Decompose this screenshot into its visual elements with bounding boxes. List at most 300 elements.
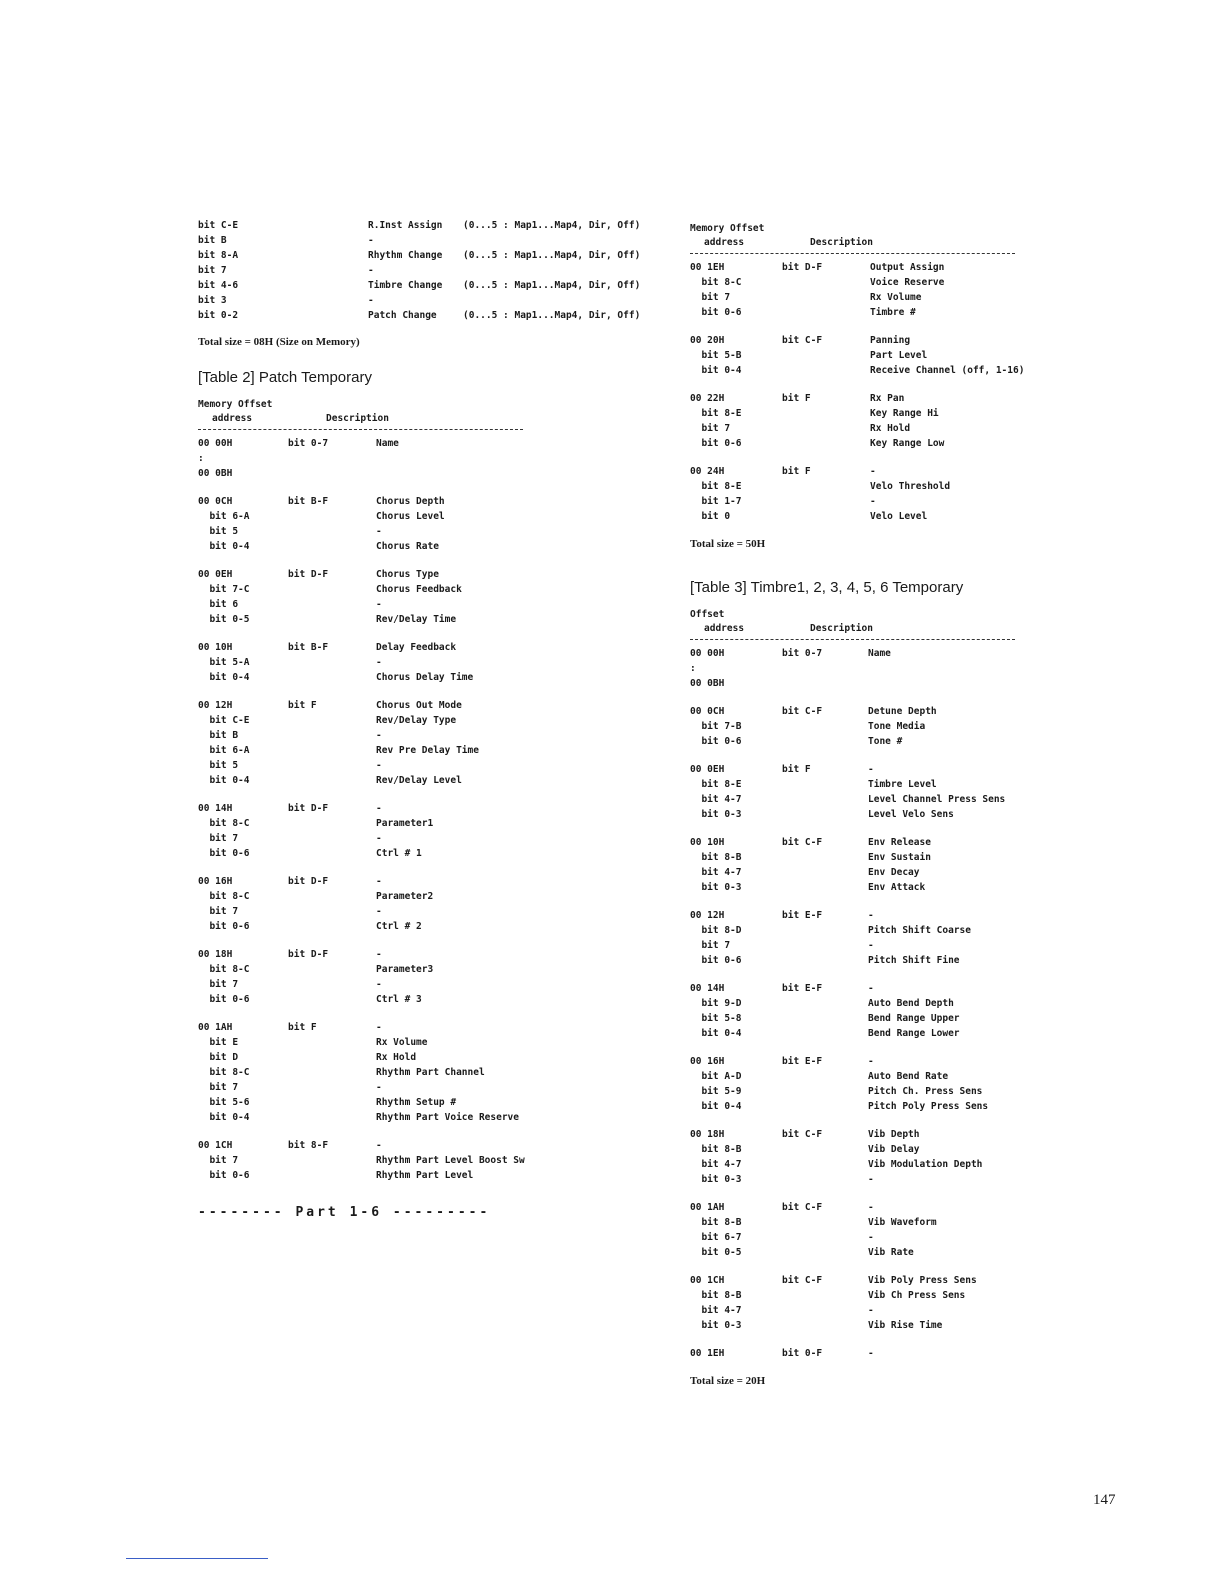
row-bits <box>288 962 376 977</box>
row-address: bit 0-2 <box>198 310 239 321</box>
row-address: 00 22H <box>690 393 725 404</box>
row-bits <box>782 734 868 749</box>
row-address: bit 0-3 <box>690 1320 742 1331</box>
row-address: bit 5-A <box>198 657 250 668</box>
row-bits <box>288 1110 376 1125</box>
row-description: (0...5 : Map1...Map4, Dir, Off) <box>463 310 641 321</box>
row-address: 00 0CH <box>690 706 725 717</box>
row-description: Part Level <box>870 350 928 361</box>
table-row <box>198 904 538 919</box>
list-item <box>198 874 538 934</box>
row-address: bit D <box>198 1052 239 1063</box>
row-bits <box>782 996 868 1011</box>
row-description: - <box>868 983 874 994</box>
row-address: 00 18H <box>690 1129 725 1140</box>
list-item <box>690 646 1030 691</box>
row-address: bit 8-B <box>690 1144 742 1155</box>
row-bits: bit E-F <box>782 1056 823 1067</box>
table-row <box>690 996 1030 1011</box>
row-bits <box>288 1095 376 1110</box>
row-address: bit 8-C <box>198 818 250 829</box>
row-bits: bit D-F <box>288 949 329 960</box>
row-bits <box>782 953 868 968</box>
row-bits <box>782 938 868 953</box>
list-item <box>690 1346 1030 1361</box>
table-row <box>690 792 1030 807</box>
list-item <box>690 704 1030 749</box>
table-row <box>198 248 641 263</box>
row-description: Rev/Delay Time <box>376 614 457 625</box>
row-description: Parameter2 <box>376 891 434 902</box>
table2-header-description: Description <box>326 413 389 424</box>
part-header-memory-offset: Memory Offset <box>690 223 765 234</box>
row-description: Bend Range Upper <box>868 1013 960 1024</box>
row-description: Rhythm Part Voice Reserve <box>376 1112 519 1123</box>
row-address: 00 0CH <box>198 496 233 507</box>
row-bits: bit F <box>288 700 317 711</box>
row-address: bit 9-D <box>690 998 742 1009</box>
row-address: bit 0-6 <box>690 438 742 449</box>
table-row <box>690 734 1030 749</box>
row-bits <box>782 406 870 421</box>
list-item <box>198 698 538 788</box>
table-row <box>690 1127 1030 1142</box>
row-description: Level Velo Sens <box>868 809 954 820</box>
table-row <box>690 762 1030 777</box>
row-description: - <box>868 764 874 775</box>
row-bits <box>288 1153 376 1168</box>
row-bits: bit C-F <box>782 1129 823 1140</box>
list-item <box>690 762 1030 822</box>
row-bits <box>782 275 870 290</box>
list-item <box>198 1138 538 1183</box>
table-row <box>690 704 1030 719</box>
row-bits: bit D-F <box>288 803 329 814</box>
row-description: (0...5 : Map1...Map4, Dir, Off) <box>463 220 641 231</box>
table-row <box>198 582 538 597</box>
row-bits <box>288 539 376 554</box>
row-description: Env Sustain <box>868 852 931 863</box>
row-bits <box>782 1318 868 1333</box>
table-row <box>690 1215 1030 1230</box>
row-bits: Patch Change <box>368 310 437 321</box>
row-address: bit 0-3 <box>690 882 742 893</box>
list-item <box>690 391 1030 451</box>
part-header-address: address <box>704 237 745 248</box>
row-address: bit 0-4 <box>198 541 250 552</box>
part-divider <box>690 253 1015 254</box>
table-row <box>198 278 641 293</box>
row-address: bit 7 <box>690 423 731 434</box>
table3-header-offset: Offset <box>690 609 725 620</box>
row-description: Ctrl # 1 <box>376 848 422 859</box>
table-row <box>198 1065 538 1080</box>
row-bits <box>782 719 868 734</box>
row-bits <box>782 1099 868 1114</box>
row-bits <box>288 1168 376 1183</box>
table-row <box>690 865 1030 880</box>
row-address: bit 0-4 <box>690 1101 742 1112</box>
table-row <box>198 1020 538 1035</box>
row-address: bit 5-6 <box>198 1097 250 1108</box>
row-address: bit 7 <box>198 265 227 276</box>
row-bits <box>782 305 870 320</box>
row-bits <box>782 494 870 509</box>
row-bits <box>782 1245 868 1260</box>
row-description: Vib Poly Press Sens <box>868 1275 977 1286</box>
row-bits <box>782 363 870 378</box>
row-description: Env Release <box>868 837 931 848</box>
row-bits <box>288 509 376 524</box>
table3-body <box>690 646 1030 1361</box>
table-row <box>198 713 538 728</box>
table3-header-address: address <box>704 623 745 634</box>
row-address: bit 4-7 <box>690 867 742 878</box>
row-description: Chorus Delay Time <box>376 672 474 683</box>
table-row <box>690 676 1030 691</box>
table-row <box>690 1303 1030 1318</box>
row-address: 00 16H <box>198 876 233 887</box>
table-row <box>690 1346 1030 1361</box>
table-row <box>690 391 1030 406</box>
row-bits <box>782 509 870 524</box>
row-bits <box>288 612 376 627</box>
row-description: Key Range Hi <box>870 408 939 419</box>
row-description: Velo Level <box>870 511 928 522</box>
row-address: bit 0-3 <box>690 1174 742 1185</box>
table-row <box>690 1142 1030 1157</box>
table1-tail <box>198 218 641 323</box>
table-row <box>690 908 1030 923</box>
table-row <box>690 719 1030 734</box>
table-row <box>198 612 538 627</box>
table-row <box>690 646 1030 661</box>
row-description: Rx Volume <box>870 292 922 303</box>
table-row <box>198 977 538 992</box>
row-description: Env Attack <box>868 882 926 893</box>
row-bits: bit F <box>782 466 811 477</box>
table3-title: [Table 3] Timbre1, 2, 3, 4, 5, 6 Temporary <box>690 579 964 596</box>
row-address: bit 4-7 <box>690 1159 742 1170</box>
row-description: Parameter3 <box>376 964 434 975</box>
list-item <box>690 1273 1030 1333</box>
row-description: Chorus Depth <box>376 496 445 507</box>
row-description: Rhythm Part Level Boost Sw <box>376 1155 525 1166</box>
row-address: : <box>198 453 204 464</box>
row-address: bit 0-6 <box>198 1170 250 1181</box>
table-row <box>198 698 538 713</box>
row-description: Vib Modulation Depth <box>868 1159 983 1170</box>
row-description: Rev/Delay Level <box>376 775 462 786</box>
row-bits <box>782 479 870 494</box>
row-description: Key Range Low <box>870 438 945 449</box>
row-description: (0...5 : Map1...Map4, Dir, Off) <box>463 280 641 291</box>
table-row <box>690 363 1030 378</box>
row-address: 00 0BH <box>690 678 725 689</box>
row-address: 00 1EH <box>690 1348 725 1359</box>
row-description: Pitch Shift Coarse <box>868 925 971 936</box>
row-bits: bit F <box>288 1022 317 1033</box>
row-description: (0...5 : Map1...Map4, Dir, Off) <box>463 250 641 261</box>
row-address: 00 1CH <box>690 1275 725 1286</box>
row-address: 00 16H <box>690 1056 725 1067</box>
left-column <box>198 218 641 1220</box>
row-bits <box>782 1172 868 1187</box>
row-description: - <box>868 1232 874 1243</box>
row-description: - <box>870 496 876 507</box>
row-description: - <box>868 1202 874 1213</box>
table-row <box>198 801 538 816</box>
row-address: bit 7-C <box>198 584 250 595</box>
row-description: - <box>868 1305 874 1316</box>
table-row <box>198 233 538 248</box>
row-description: Output Assign <box>870 262 945 273</box>
row-bits: bit C-F <box>782 335 823 346</box>
list-item <box>690 1054 1030 1114</box>
row-bits <box>782 1084 868 1099</box>
table-row <box>198 524 538 539</box>
table-row <box>690 305 1030 320</box>
table-row <box>198 773 538 788</box>
table-row <box>690 421 1030 436</box>
row-description: Rx Pan <box>870 393 905 404</box>
row-address: bit 6-A <box>198 511 250 522</box>
row-bits <box>782 1215 868 1230</box>
row-address: 00 00H <box>198 438 233 449</box>
row-address: bit 8-C <box>690 277 742 288</box>
table-row <box>198 1035 538 1050</box>
table-row <box>690 1157 1030 1172</box>
row-bits: bit D-F <box>288 569 329 580</box>
row-description: Auto Bend Depth <box>868 998 954 1009</box>
list-item <box>690 981 1030 1041</box>
table-row <box>690 464 1030 479</box>
table2-header-address: address <box>212 413 253 424</box>
row-description: - <box>376 803 382 814</box>
row-bits: bit E-F <box>782 910 823 921</box>
row-description: Pitch Poly Press Sens <box>868 1101 989 1112</box>
row-bits: bit D-F <box>782 262 823 273</box>
table-row <box>198 640 538 655</box>
row-address: bit 0-3 <box>690 809 742 820</box>
row-description: Chorus Level <box>376 511 445 522</box>
row-bits: bit 0-7 <box>782 648 823 659</box>
row-description: Vib Ch Press Sens <box>868 1290 966 1301</box>
table-row <box>198 308 641 323</box>
row-address: bit 0-4 <box>198 672 250 683</box>
row-bits <box>288 451 376 466</box>
row-bits: bit F <box>782 764 811 775</box>
row-description: Ctrl # 2 <box>376 921 422 932</box>
row-bits <box>288 758 376 773</box>
table-row <box>690 1288 1030 1303</box>
part-header-description: Description <box>810 237 873 248</box>
table-row <box>198 509 538 524</box>
table-row <box>198 597 538 612</box>
row-bits <box>782 1230 868 1245</box>
table-row <box>690 923 1030 938</box>
row-description: Chorus Type <box>376 569 439 580</box>
list-item <box>690 835 1030 895</box>
row-description: Panning <box>870 335 911 346</box>
table-row <box>690 333 1030 348</box>
row-bits: - <box>368 295 374 306</box>
row-address: 00 14H <box>198 803 233 814</box>
row-address: bit 0-4 <box>690 365 742 376</box>
row-bits <box>782 421 870 436</box>
row-address: bit 0 <box>690 511 731 522</box>
list-item <box>198 801 538 861</box>
table-row <box>198 655 538 670</box>
table3-total-size: Total size = 20H <box>690 1375 766 1387</box>
row-description: Chorus Out Mode <box>376 700 462 711</box>
row-address: bit 8-E <box>690 408 742 419</box>
row-bits <box>782 1026 868 1041</box>
row-address: bit 0-4 <box>198 775 250 786</box>
row-description: - <box>376 979 382 990</box>
footer-rule <box>126 1558 268 1559</box>
row-address: bit 1-7 <box>690 496 742 507</box>
table-row <box>198 846 538 861</box>
table-row <box>690 406 1030 421</box>
row-address: bit 4-7 <box>690 794 742 805</box>
table3-divider <box>690 639 1015 640</box>
row-bits <box>288 977 376 992</box>
table-row <box>690 436 1030 451</box>
row-address: 00 14H <box>690 983 725 994</box>
row-description: Name <box>868 648 891 659</box>
row-bits <box>288 773 376 788</box>
row-bits: bit C-F <box>782 837 823 848</box>
row-description: Delay Feedback <box>376 642 457 653</box>
list-item <box>198 640 538 685</box>
row-bits: bit B-F <box>288 642 329 653</box>
table-row <box>198 874 538 889</box>
row-address: 00 12H <box>198 700 233 711</box>
list-item <box>690 908 1030 968</box>
table-row <box>690 1273 1030 1288</box>
row-bits: bit C-F <box>782 1202 823 1213</box>
table-row <box>198 1080 538 1095</box>
table-row <box>690 348 1030 363</box>
table2-title: [Table 2] Patch Temporary <box>198 369 372 386</box>
row-address: bit 7 <box>198 833 239 844</box>
row-description: Name <box>376 438 399 449</box>
row-description: - <box>870 466 876 477</box>
row-address: 00 24H <box>690 466 725 477</box>
row-address: bit A-D <box>690 1071 742 1082</box>
row-description: Voice Reserve <box>870 277 945 288</box>
table-row <box>198 992 538 1007</box>
row-bits: bit C-F <box>782 1275 823 1286</box>
row-bits <box>782 1288 868 1303</box>
table2-body <box>198 436 538 1183</box>
table3-header <box>690 622 1030 636</box>
row-bits: Timbre Change <box>368 280 443 291</box>
table-row <box>198 758 538 773</box>
row-address: bit 8-C <box>198 891 250 902</box>
row-bits: bit 0-F <box>782 1348 823 1359</box>
row-address: bit 6 <box>198 599 239 610</box>
table-row <box>690 1069 1030 1084</box>
row-address: bit 4-7 <box>690 1305 742 1316</box>
row-address: bit 0-5 <box>198 614 250 625</box>
row-address: bit 0-6 <box>198 848 250 859</box>
row-address: 00 1EH <box>690 262 725 273</box>
row-description: - <box>376 906 382 917</box>
row-address: bit 8-E <box>690 779 742 790</box>
row-bits <box>782 1303 868 1318</box>
row-description: Vib Depth <box>868 1129 920 1140</box>
row-address: bit 0-6 <box>690 307 742 318</box>
row-bits <box>782 850 868 865</box>
row-bits <box>288 919 376 934</box>
row-bits: bit F <box>782 393 811 404</box>
row-description: Tone # <box>868 736 903 747</box>
row-bits <box>288 466 376 481</box>
row-description: - <box>376 1022 382 1033</box>
table-row <box>198 889 538 904</box>
row-address: bit 7 <box>690 292 731 303</box>
row-description: Velo Threshold <box>870 481 951 492</box>
table-row <box>690 1200 1030 1215</box>
row-description: Vib Rate <box>868 1247 914 1258</box>
row-address: bit 8-B <box>690 1290 742 1301</box>
table-row <box>690 1318 1030 1333</box>
table-row <box>198 670 538 685</box>
row-address: bit C-E <box>198 715 250 726</box>
table-row <box>198 451 538 466</box>
table-row <box>690 1099 1030 1114</box>
row-description: Rx Hold <box>870 423 911 434</box>
row-description: Rev/Delay Type <box>376 715 457 726</box>
list-item <box>198 436 538 481</box>
row-description: - <box>376 760 382 771</box>
right-column <box>690 222 1030 1389</box>
row-description: Timbre Level <box>868 779 937 790</box>
row-address: bit 5-9 <box>690 1086 742 1097</box>
table-row <box>198 831 538 846</box>
part-section-divider: -------- Part 1-6 --------- <box>198 1205 491 1220</box>
row-address: bit 5 <box>198 526 239 537</box>
row-bits <box>288 582 376 597</box>
row-bits <box>782 1157 868 1172</box>
row-description: Detune Depth <box>868 706 937 717</box>
row-bits <box>782 1011 868 1026</box>
row-bits: bit 0-7 <box>288 438 329 449</box>
table2-header-memory-offset: Memory Offset <box>198 399 273 410</box>
row-description: Rx Hold <box>376 1052 417 1063</box>
row-description: Vib Delay <box>868 1144 920 1155</box>
row-description: Ctrl # 3 <box>376 994 422 1005</box>
row-bits: bit C-F <box>782 706 823 717</box>
row-bits <box>782 661 868 676</box>
table-row <box>690 1054 1030 1069</box>
row-address: 00 18H <box>198 949 233 960</box>
row-address: bit 0-6 <box>690 736 742 747</box>
table-row <box>198 293 538 308</box>
row-address: bit 7 <box>198 1155 239 1166</box>
table-row <box>198 567 538 582</box>
part-body <box>690 260 1030 524</box>
row-description: Rhythm Part Channel <box>376 1067 485 1078</box>
table-row <box>690 509 1030 524</box>
row-bits <box>288 728 376 743</box>
row-description: Chorus Feedback <box>376 584 462 595</box>
row-address: 00 20H <box>690 335 725 346</box>
table-row <box>690 494 1030 509</box>
row-address: 00 0BH <box>198 468 233 479</box>
